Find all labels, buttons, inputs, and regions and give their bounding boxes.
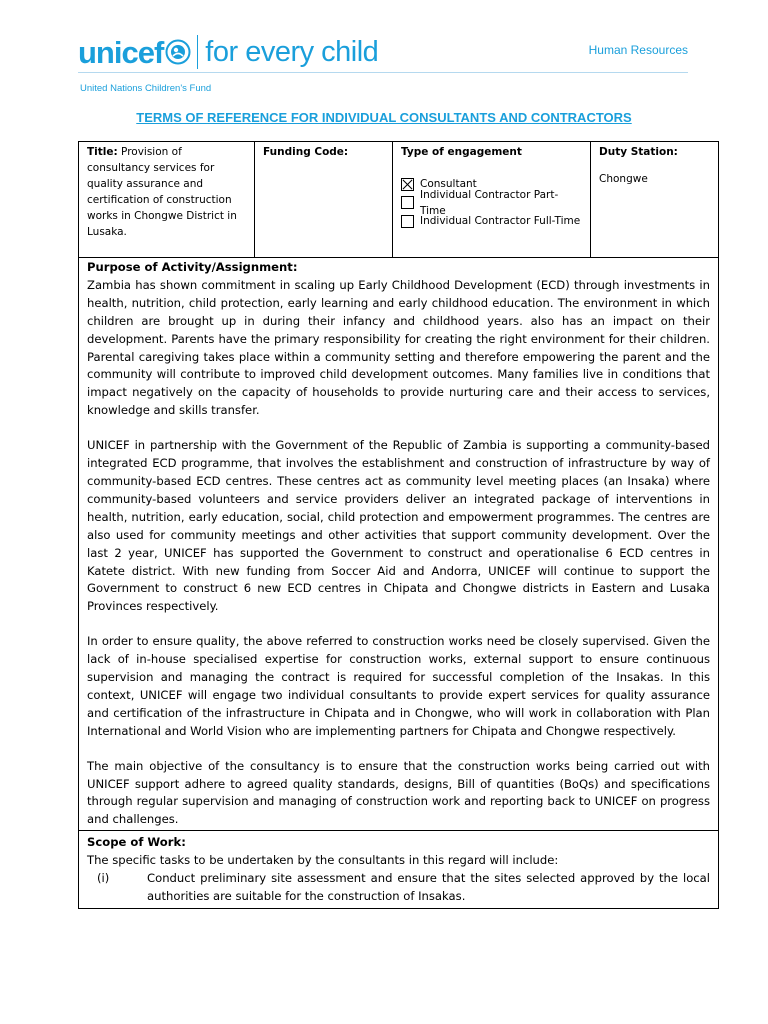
purpose-paragraph: In order to ensure quality, the above referred to construction works need be closely supervised. Given the lack of in-house specialised expertise for construction works, external support to ensure continuous supervision and managing the contract is required for successful completion of the Insakas. In this context, UNICEF will engage two individual consultants to provide expert services for quality assurance and certification of the infrastructure in Chipata and in Chongwe, who will work in collaboration with Plan International and World Vision who are implementing partners for Chipata and Chongwe respectively. xyxy=(87,634,710,738)
purpose-row xyxy=(79,258,719,831)
title-cell xyxy=(79,142,255,258)
organization-name: United Nations Children's Fund xyxy=(80,83,212,94)
scope-cell xyxy=(79,831,719,909)
engagement-option-label: Individual Contractor Part-Time xyxy=(420,188,559,217)
checkbox-empty-icon[interactable] xyxy=(401,215,414,228)
task-text: Conduct preliminary site assessment and ensure that the sites selected approved by the local authorities are suitable for the construction of Insakas. xyxy=(147,871,710,903)
unicef-logo xyxy=(78,30,378,74)
engagement-option-full-time[interactable] xyxy=(401,212,582,231)
task-number: (i) xyxy=(97,871,110,886)
brand-name: unicef xyxy=(78,34,164,70)
engagement-option-part-time[interactable] xyxy=(401,188,582,217)
funding-code-cell xyxy=(255,142,393,258)
engagement-option-label: Individual Contractor Full-Time xyxy=(420,215,581,228)
globe-emblem-icon xyxy=(165,39,191,65)
scope-heading: Scope of Work: xyxy=(87,835,186,850)
purpose-paragraph: Zambia has shown commitment in scaling up Early Childhood Development (ECD) through investments in health, nutrition, child protection, early learning and early childhood education. The environment in which children are brought up in during their infancy and childhood years. also has an impact on their development. Parents have the primary responsibility for creating the right environment for their children. Parental caregiving takes place within a community setting and therefore empowering the parent and the community will contribute to improved child development outcomes. Many families live in conditions that impact negatively on the capacity of households to provide nurturing care and their access to services, knowledge and skills transfer. xyxy=(87,277,710,418)
duty-station-label: Duty Station: xyxy=(599,146,678,158)
brand-tagline: for every child xyxy=(205,35,379,68)
title-value: Provision of consultancy services for quality assurance and certification of construction works in Chongwe District in Lusaka. xyxy=(87,146,237,238)
task-item xyxy=(87,870,710,906)
department-label: Human Resources xyxy=(588,43,688,57)
brand-divider xyxy=(197,35,198,69)
checkbox-checked-icon[interactable] xyxy=(401,178,414,191)
checkbox-empty-icon[interactable] xyxy=(401,196,414,209)
terms-of-reference-table xyxy=(78,141,719,909)
purpose-paragraph: UNICEF in partnership with the Government of the Republic of Zambia is supporting a community-based integrated ECD programme, that involves the establishment and construction of infrastructure by way of community-based ECD centres. These centres act as community level meeting places (an Insaka) where community-based volunteers and service providers deliver an integrated package of interventions in health, nutrition, early education, social, child protection and empowerment programmes. The centres are also used for community meetings and other activities that support community development. Over the last 2 year, UNICEF has supported the Government to construct and operationalise 6 ECD centres in Katete district. With new funding from Soccer Aid and Andorra, UNICEF will continue to support the Government to construct 6 new ECD centres in Chipata and Chongwe districts in Eastern and Lusaka Provinces respectively. xyxy=(87,438,710,614)
duty-station-cell xyxy=(591,142,719,258)
document-title: TERMS OF REFERENCE FOR INDIVIDUAL CONSULTANTS AND CONTRACTORS xyxy=(136,110,632,125)
page-header xyxy=(78,30,688,74)
engagement-option-label: Consultant xyxy=(420,178,477,191)
purpose-paragraph: The main objective of the consultancy is to ensure that the construction works being carried out with UNICEF support adhere to agreed quality standards, designs, Bill of quantities (BoQs) and specifications through regular supervision and managing of construction work and reporting back to UNICEF on progress and challenges. xyxy=(87,758,710,827)
engagement-label: Type of engagement xyxy=(401,146,522,158)
purpose-cell xyxy=(79,258,719,831)
duty-station-value: Chongwe xyxy=(599,173,648,185)
info-row xyxy=(79,142,719,258)
purpose-heading: Purpose of Activity/Assignment: xyxy=(87,260,298,274)
engagement-cell xyxy=(393,142,591,258)
scope-row xyxy=(79,831,719,909)
funding-code-label: Funding Code: xyxy=(263,146,349,158)
scope-intro: The specific tasks to be undertaken by the consultants in this regard will include: xyxy=(87,853,559,868)
title-label: Title: xyxy=(87,146,118,158)
header-divider xyxy=(78,72,688,73)
